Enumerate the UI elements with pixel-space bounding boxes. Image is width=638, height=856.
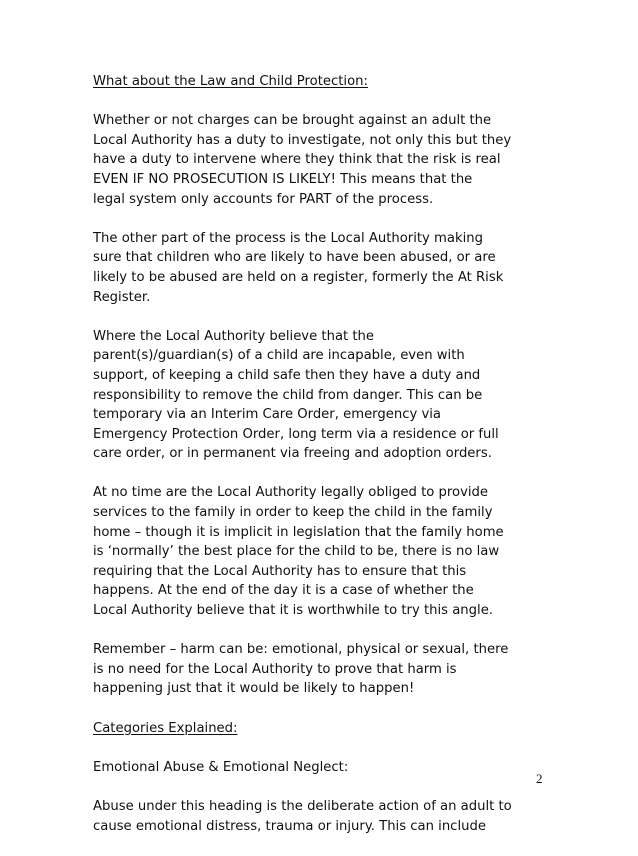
page-number: 2 bbox=[536, 771, 543, 786]
paragraph-family-services: At no time are the Local Authority legally obliged to provide services to the family in order to keep the child in the family home – though it is implicit in legislation that the family home is ‘normally’ the best place for the child to be, there is no law requiring that the Local Authority has to ensure that this happens. At the end of the day it is a case of whether the Local Authority believe that it is worthwhile to try this angle. bbox=[93, 485, 504, 619]
paragraph-register: The other part of the process is the Local Authority making sure that children who are likely to have been abused, or are likely to be abused are held on a register, formerly the At Risk Register. bbox=[93, 230, 504, 305]
categories-heading: Categories Explained: bbox=[93, 720, 238, 736]
law-section-heading: What about the Law and Child Protection: bbox=[93, 74, 368, 89]
paragraph-removal-orders: Where the Local Authority believe that the parent(s)/guardian(s) of a child are incapable, even with support, of keeping a child safe then they have a duty and responsibility to remove the child from danger. This can be temporary via an Interim Care Order, emergency via Emergency Protection Order, long term via a residence or full care order, or in permanent via freeing and adoption orders. bbox=[93, 328, 499, 462]
document-body bbox=[93, 72, 553, 856]
paragraph-emotional-abuse: Abuse under this heading is the deliberate action of an adult to cause emotional distress, trauma or injury. This can include bbox=[93, 798, 512, 834]
paragraph-duty-to-investigate: Whether or not charges can be brought against an adult the Local Authority has a duty to investigate, not only this but they have a duty to intervene where they think that the risk is real EVEN IF NO PROSECUTION IS LIKELY! This means that the legal system only accounts for PART of the process. bbox=[93, 113, 512, 207]
paragraph-harm-types: Remember – harm can be: emotional, physical or sexual, there is no need for the Local Authority to prove that harm is happening just that it would be likely to happen! bbox=[93, 642, 509, 697]
emotional-abuse-heading: Emotional Abuse & Emotional Neglect: bbox=[93, 759, 349, 775]
